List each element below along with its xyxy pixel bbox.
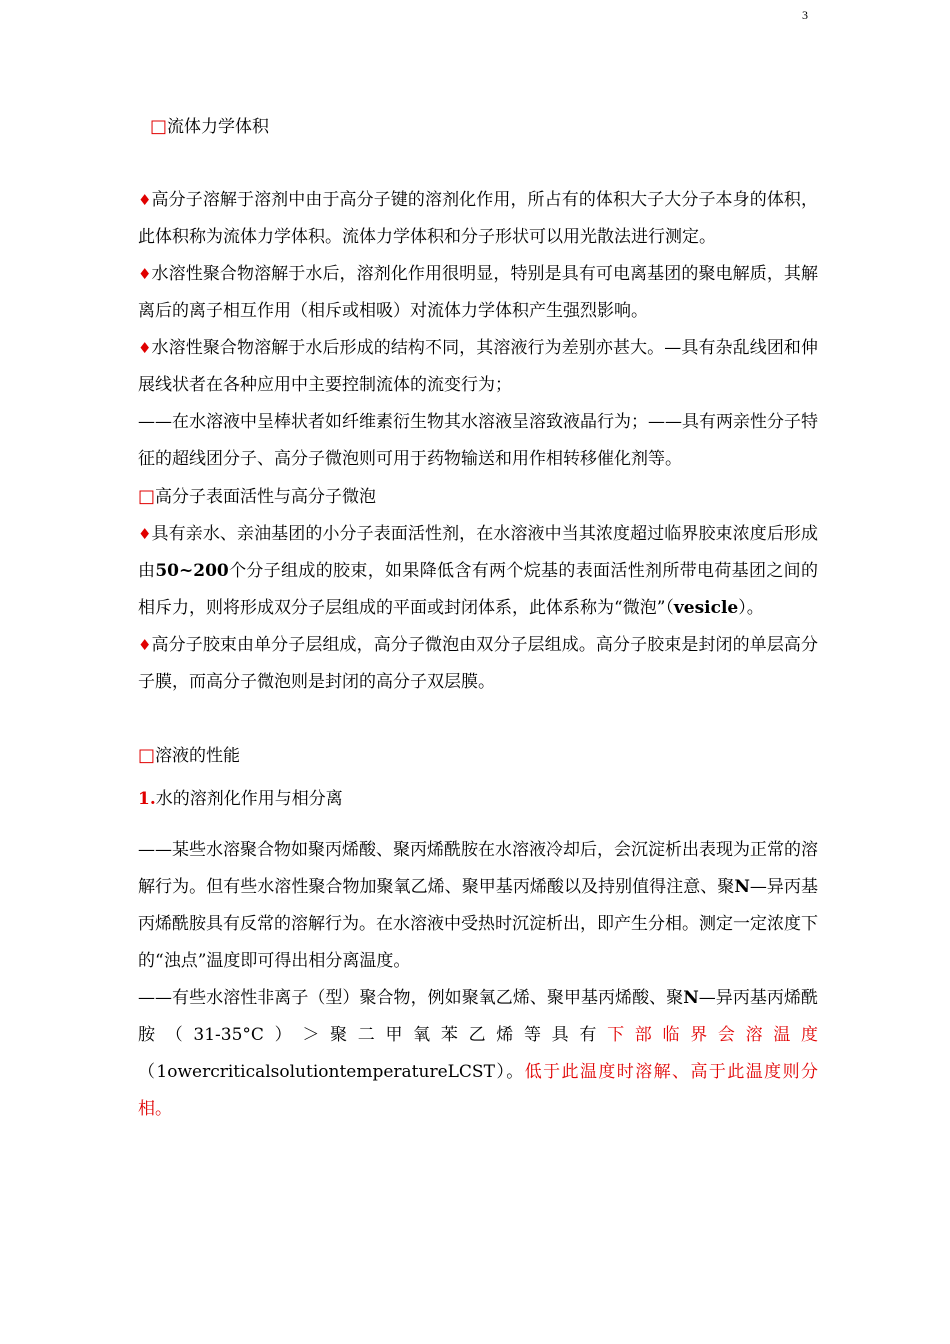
paragraph-hydro-1: ♦高分子溶解于溶剂中由于高分子键的溶剂化作用，所占有的体积大子大分子本身的体积，此体积称为流体力学体积。流体力学体积和分子形状可以用光散法进行测定。 <box>138 190 819 247</box>
diamond-bullet-icon: ♦ <box>138 265 152 283</box>
paragraph-solution-1: ——某些水溶聚合物如聚丙烯酸、聚丙烯酰胺在水溶液冷却后，会沉淀析出表现为正常的溶解行为。但有些水溶性聚合物加聚氧乙烯、聚甲基丙烯酸以及持别值得注意、聚N—异丙基丙烯酰胺具有反常的溶解行为。在水溶液中受热时沉淀析出，即产生分相。测定一定浓度下的“浊点”温度即可得出相分离温度。 <box>138 840 819 971</box>
section-heading-solution-properties: □溶液的性能 <box>138 745 241 766</box>
paragraph-solution-2: ——有些水溶性非离子（型）聚合物，例如聚氧乙烯、聚甲基丙烯酸、聚N—异丙基丙烯酰胺（31-35°C）＞聚二甲氧苯乙烯等具有下部临界会溶温度（1owercriticalsolutiontemperatureLCST）。低于此温度时溶解、高于此温度则分相。 <box>138 988 819 1119</box>
paragraph-hydro-4: ——在水溶液中呈棒状者如纤维素衍生物其水溶液呈溶致液晶行为；——具有两亲性分子特征的超线团分子、高分子微泡则可用于药物输送和用作相转移催化剂等。 <box>138 412 818 469</box>
section-heading-hydrodynamic-volume: □流体力学体积 <box>150 116 270 137</box>
box-icon: □ <box>138 745 156 766</box>
page-number: 3 <box>802 8 808 22</box>
diamond-bullet-icon: ♦ <box>138 525 152 543</box>
diamond-bullet-icon: ♦ <box>138 191 152 209</box>
section-heading-surface-activity: □高分子表面活性与高分子微泡 <box>138 486 377 507</box>
lcst-term: 下部临界会溶温度 <box>607 1025 819 1045</box>
paragraph-hydro-3: ♦水溶性聚合物溶解于水后形成的结构不同，其溶液行为差别亦甚大。—具有杂乱线团和伸展线状者在各种应用中主要控制流体的流变行为； <box>138 338 819 395</box>
paragraph-surface-1: ♦具有亲水、亲油基团的小分子表面活性剂，在水溶液中当其浓度超过临界胶束浓度后形成由50~200个分子组成的胶束，如果降低含有两个烷基的表面活性剂所带电荷基团之间的相斥力，则将形成双分子层组成的平面或封闭体系，此体系称为“微泡”（vesicle）。 <box>138 524 819 618</box>
diamond-bullet-icon: ♦ <box>138 636 152 654</box>
paragraph-surface-2: ♦高分子胶束由单分子层组成，高分子微泡由双分子层组成。高分子胶束是封闭的单层高分子膜，而高分子微泡则是封闭的高分子双层膜。 <box>138 635 819 692</box>
box-icon: □ <box>138 486 156 507</box>
diamond-bullet-icon: ♦ <box>138 339 152 357</box>
document-body <box>138 0 818 1128</box>
lcst-explanation: 低于此温度时溶解、高于此温度则分相。 <box>138 1062 819 1119</box>
paragraph-hydro-2: ♦水溶性聚合物溶解于水后，溶剂化作用很明显，特别是具有可电离基团的聚电解质，其解离后的离子相互作用（相斥或相吸）对流体力学体积产生强烈影响。 <box>138 264 819 321</box>
subheading-solvation-phase-separation: 1.水的溶剂化作用与相分离 <box>138 789 343 809</box>
box-icon: □ <box>150 116 168 137</box>
